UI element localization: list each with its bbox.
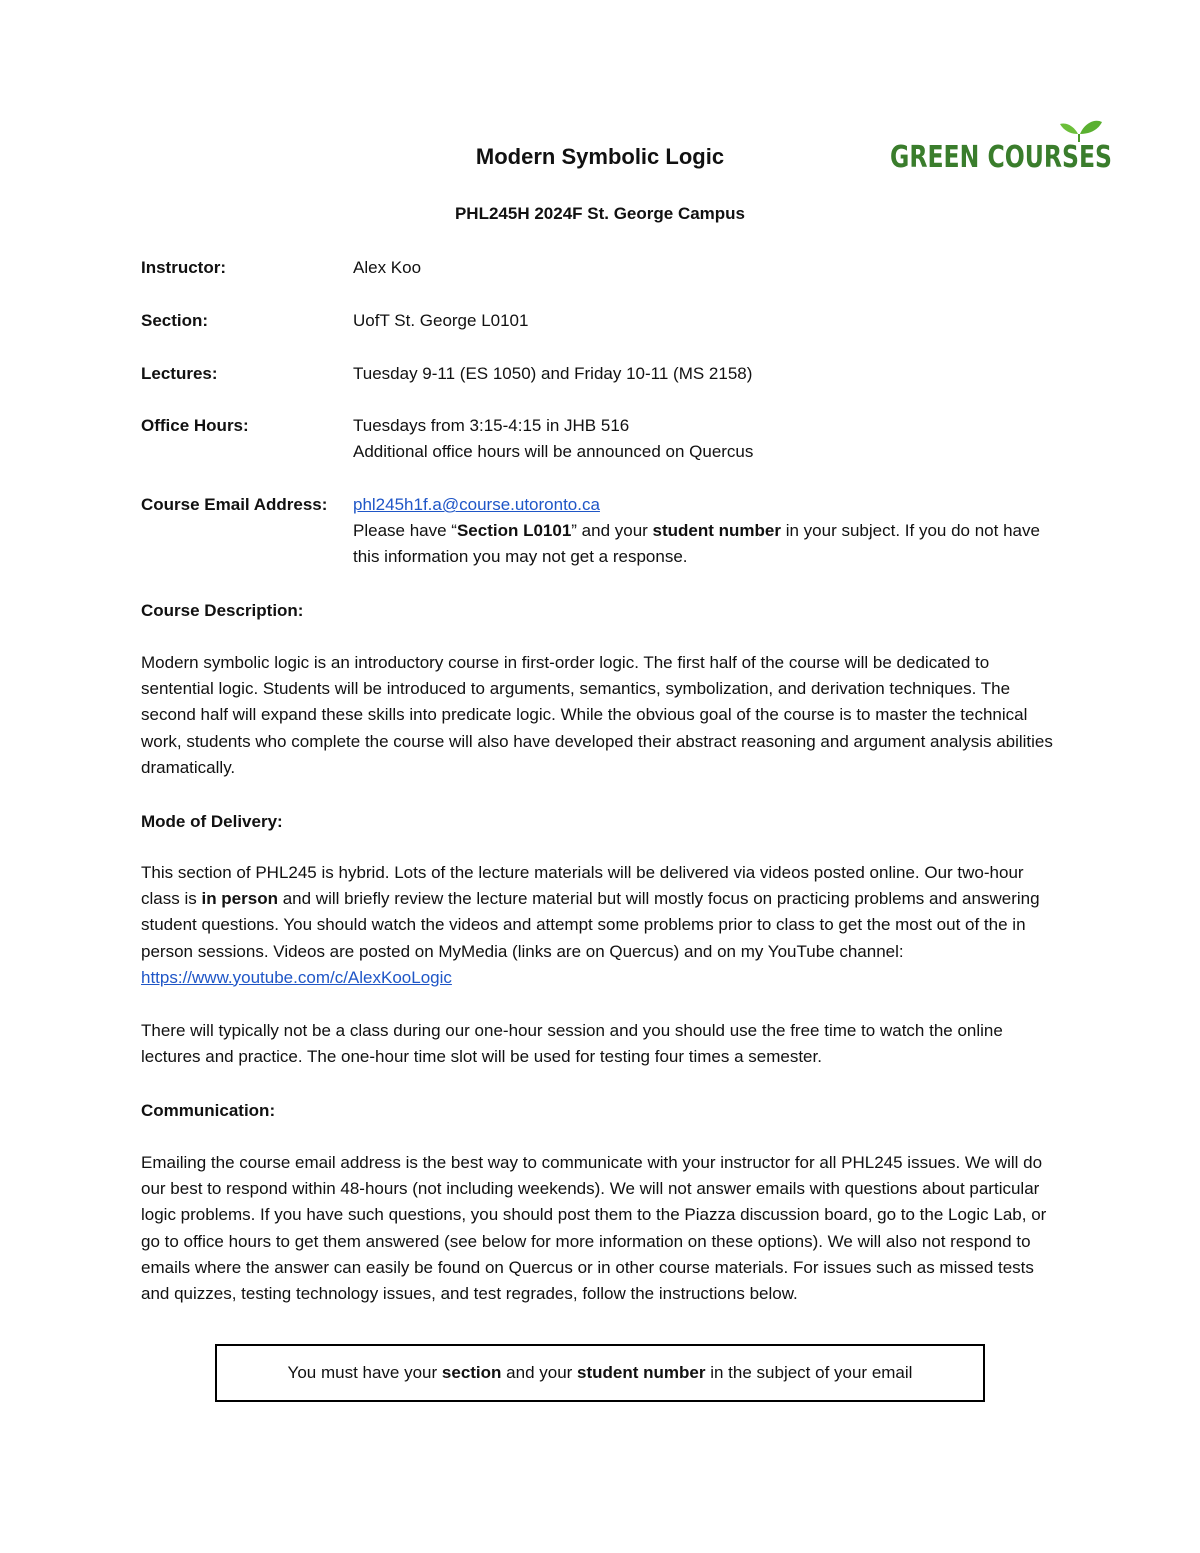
course-email-link[interactable]: phl245h1f.a@course.utoronto.ca [353, 495, 600, 514]
course-code: PHL245H 2024F St. George Campus [454, 204, 746, 223]
youtube-channel-link[interactable]: https://www.youtube.com/c/AlexKooLogic [141, 967, 452, 987]
lectures-value: Tuesday 9-11 (ES 1050) and Friday 10-11 (MS 2158) [353, 364, 753, 383]
mode-of-delivery-paragraph-2: There will typically not be a class during our one-hour session and you should use the free time to watch the online lectures and practice. The one-hour time slot will be used for testing four times a semester. [141, 1021, 1003, 1067]
email-note: Please have “Section L0101” and your student number in your subject. If you do not have this information you may not get a response. [353, 521, 1040, 566]
instructor-label: Instructor: [141, 258, 226, 277]
office-hours-line1: Tuesdays from 3:15-4:15 in JHB 516 [353, 416, 630, 435]
mode-of-delivery-paragraph-1: This section of PHL245 is hybrid. Lots of the lecture materials will be delivered via videos posted online. Our two-hour class is in person and will briefly review the lecture material but will mostly focus on practicing problems and answering student questions. You should watch the videos and attempt some problems prior to class to get the most out of the in person sessions. Videos are posted on MyMedia (links are on Quercus) and on my YouTube channel: https://www.youtube.com/c/AlexKooLogic [141, 863, 1040, 987]
section-value: UofT St. George L0101 [353, 311, 529, 330]
section-label: Section: [141, 311, 209, 330]
office-hours-label: Office Hours: [141, 416, 249, 435]
instructor-value: Alex Koo [353, 258, 422, 277]
lectures-label: Lectures: [141, 364, 218, 383]
communication-heading: Communication: [141, 1101, 276, 1120]
office-hours-line2: Additional office hours will be announced on Quercus [353, 442, 754, 461]
course-description-heading: Course Description: [141, 601, 304, 620]
document-title: Modern Symbolic Logic [475, 144, 725, 169]
communication-text: Emailing the course email address is the best way to communicate with your instructor for all PHL245 issues. We will do our best to respond within 48-hours (not including weekends). We will not answer emails with questions about particular logic problems. If you have such questions, you should post them to the Piazza discussion board, go to the Logic Lab, or go to office hours to get them answered (see below for more information on these options). We will also not respond to emails where the answer can easily be found on Quercus or in other course materials. For issues such as missed tests and quizzes, testing technology issues, and test regrades, follow the instructions below. [141, 1153, 1047, 1304]
email-label: Course Email Address: [141, 495, 328, 514]
course-description-text: Modern symbolic logic is an introductory course in first-order logic. The first half of the course will be dedicated to sentential logic. Students will be introduced to arguments, semantics, symbolization, and derivation techniques. The second half will expand these skills into predicate logic. While the obvious goal of the course is to master the technical work, students who complete the course will also have developed their abstract reasoning and argument analysis abilities dramatically. [141, 653, 1053, 777]
svg-text:GREEN COURSES: GREEN COURSES [890, 140, 1112, 175]
subject-line-notice: You must have your section and your student number in the subject of your email [215, 1344, 985, 1402]
mode-of-delivery-heading: Mode of Delivery: [141, 812, 283, 831]
